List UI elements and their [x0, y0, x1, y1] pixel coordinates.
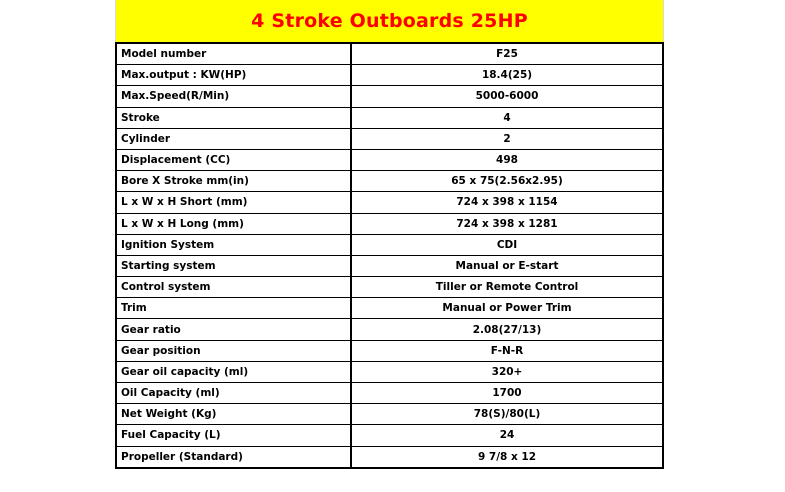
spec-value: 5000-6000 — [351, 86, 663, 107]
spec-value: 1700 — [351, 383, 663, 404]
spec-label: L x W x H Short (mm) — [116, 192, 351, 213]
spec-value: 2.08(27/13) — [351, 319, 663, 340]
spec-label: Propeller (Standard) — [116, 446, 351, 468]
spec-label: Gear oil capacity (ml) — [116, 361, 351, 382]
spec-value: 24 — [351, 425, 663, 446]
spec-label: Ignition System — [116, 234, 351, 255]
table-row — [116, 425, 663, 446]
table-row — [116, 149, 663, 170]
spec-label: Max.output : KW(HP) — [116, 65, 351, 86]
table-row — [116, 319, 663, 340]
table-row — [116, 255, 663, 276]
spec-label: Displacement (CC) — [116, 149, 351, 170]
spec-label: L x W x H Long (mm) — [116, 213, 351, 234]
table-row — [116, 171, 663, 192]
spec-label: Fuel Capacity (L) — [116, 425, 351, 446]
title-banner — [115, 0, 664, 42]
spec-value: 724 x 398 x 1154 — [351, 192, 663, 213]
spec-label: Stroke — [116, 107, 351, 128]
spec-value: Manual or E-start — [351, 255, 663, 276]
page-title: 4 Stroke Outboards 25HP — [251, 10, 528, 32]
table-row — [116, 128, 663, 149]
table-row — [116, 446, 663, 468]
spec-table-body — [116, 43, 663, 468]
table-row — [116, 340, 663, 361]
table-row — [116, 107, 663, 128]
table-row — [116, 383, 663, 404]
spec-label: Trim — [116, 298, 351, 319]
spec-label: Gear ratio — [116, 319, 351, 340]
spec-label: Starting system — [116, 255, 351, 276]
spec-sheet — [115, 0, 664, 469]
spec-label: Model number — [116, 43, 351, 65]
spec-value: 78(S)/80(L) — [351, 404, 663, 425]
spec-value: 18.4(25) — [351, 65, 663, 86]
spec-value: Manual or Power Trim — [351, 298, 663, 319]
spec-label: Oil Capacity (ml) — [116, 383, 351, 404]
table-row — [116, 404, 663, 425]
spec-table — [115, 42, 664, 469]
spec-value: 498 — [351, 149, 663, 170]
spec-label: Control system — [116, 277, 351, 298]
spec-label: Max.Speed(R/Min) — [116, 86, 351, 107]
spec-value: CDI — [351, 234, 663, 255]
spec-label: Gear position — [116, 340, 351, 361]
table-row — [116, 43, 663, 65]
spec-label: Cylinder — [116, 128, 351, 149]
spec-value: 2 — [351, 128, 663, 149]
table-row — [116, 277, 663, 298]
table-row — [116, 213, 663, 234]
spec-value: 4 — [351, 107, 663, 128]
table-row — [116, 361, 663, 382]
table-row — [116, 298, 663, 319]
spec-label: Net Weight (Kg) — [116, 404, 351, 425]
spec-value: 320+ — [351, 361, 663, 382]
spec-value: Tiller or Remote Control — [351, 277, 663, 298]
table-row — [116, 234, 663, 255]
spec-value: 9 7/8 x 12 — [351, 446, 663, 468]
spec-value: F-N-R — [351, 340, 663, 361]
table-row — [116, 65, 663, 86]
table-row — [116, 192, 663, 213]
spec-value: 724 x 398 x 1281 — [351, 213, 663, 234]
spec-label: Bore X Stroke mm(in) — [116, 171, 351, 192]
table-row — [116, 86, 663, 107]
spec-value: F25 — [351, 43, 663, 65]
spec-value: 65 x 75(2.56x2.95) — [351, 171, 663, 192]
